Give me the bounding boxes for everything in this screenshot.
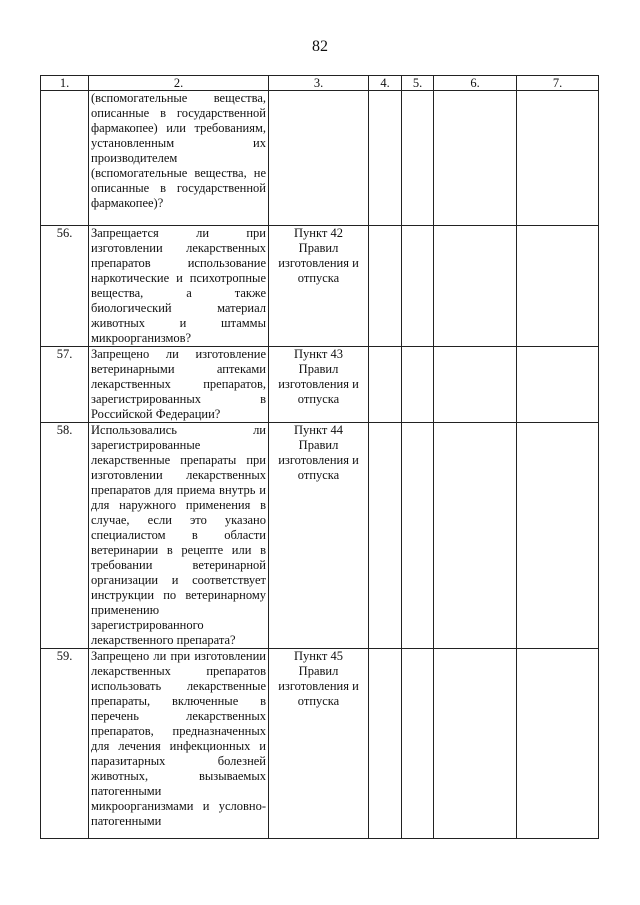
reference-line: Пункт 42 [294,226,343,240]
reference-cell [269,226,369,347]
reference-cell [269,347,369,423]
table-row [41,226,599,347]
reference-line: Правил [298,438,339,452]
empty-cell [517,226,599,347]
empty-cell [434,649,517,839]
question-cell: Запрещено ли изготовление ветеринарными аптеками лекарственных препаратов, зарегистрированных в Российской Федерации? [89,347,269,423]
empty-cell [369,347,402,423]
empty-cell [402,649,434,839]
checklist-table [40,75,599,839]
reference-line: Пункт 43 [294,347,343,361]
reference-line: изготовления и [278,453,359,467]
empty-cell [434,347,517,423]
row-number: 58. [41,423,89,649]
empty-cell [402,91,434,226]
reference-cell [269,423,369,649]
empty-cell [517,347,599,423]
empty-cell [369,91,402,226]
reference-line: изготовления и [278,377,359,391]
reference-line: отпуска [297,468,340,482]
empty-cell [434,91,517,226]
empty-cell [402,423,434,649]
table-row [41,423,599,649]
column-header: 6. [434,76,517,91]
column-header: 1. [41,76,89,91]
reference-line: Правил [298,664,339,678]
table-header-row [41,76,599,91]
reference-line: отпуска [297,271,340,285]
reference-line: отпуска [297,694,340,708]
column-header: 5. [402,76,434,91]
reference-cell [269,649,369,839]
empty-cell [369,649,402,839]
reference-line: Пункт 44 [294,423,343,437]
empty-cell [402,226,434,347]
empty-cell [402,347,434,423]
empty-cell [517,649,599,839]
reference-line: изготовления и [278,256,359,270]
row-number: 59. [41,649,89,839]
column-header: 3. [269,76,369,91]
reference-line: изготовления и [278,679,359,693]
column-header: 4. [369,76,402,91]
reference-line: Правил [298,241,339,255]
question-cell: Запрещено ли при изготовлении лекарственных препаратов использовать лекарственные препараты, включенные в перечень лекарственных препаратов, предназначенных для лечения инфекционных и паразитарных болезней животных, вызываемых патогенными микроорганизмами и условно-патогенными [89,649,269,839]
empty-cell [369,226,402,347]
question-cell: Запрещается ли при изготовлении лекарственных препаратов использование наркотические и психотропные вещества, а также биологический материал животных и штаммы микроорганизмов? [89,226,269,347]
empty-cell [517,91,599,226]
reference-line: Пункт 45 [294,649,343,663]
question-cell: Использовались ли зарегистрированные лекарственные препараты при изготовлении лекарственных препаратов для приема внутрь и для наружного применения в случае, если это указано специалистом в области ветеринарии в рецепте или в требовании ветеринарной организации и соответствует инструкции по ветеринарному применению зарегистрированного лекарственного препарата? [89,423,269,649]
empty-cell [434,423,517,649]
column-header: 2. [89,76,269,91]
table-row [41,649,599,839]
empty-cell [369,423,402,649]
row-number: 57. [41,347,89,423]
row-number [41,91,89,226]
reference-line: отпуска [297,392,340,406]
page-number: 82 [312,38,328,55]
row-number: 56. [41,226,89,347]
empty-cell [517,423,599,649]
column-header: 7. [517,76,599,91]
reference-line: Правил [298,362,339,376]
question-cell: (вспомогательные вещества, описанные в государственной фармакопее) или требованиям, установленным их производителем (вспомогательные вещества, не описанные в государственной фармакопее)? [89,91,269,226]
table-row [41,347,599,423]
empty-cell [434,226,517,347]
reference-cell [269,91,369,226]
table-row [41,91,599,226]
